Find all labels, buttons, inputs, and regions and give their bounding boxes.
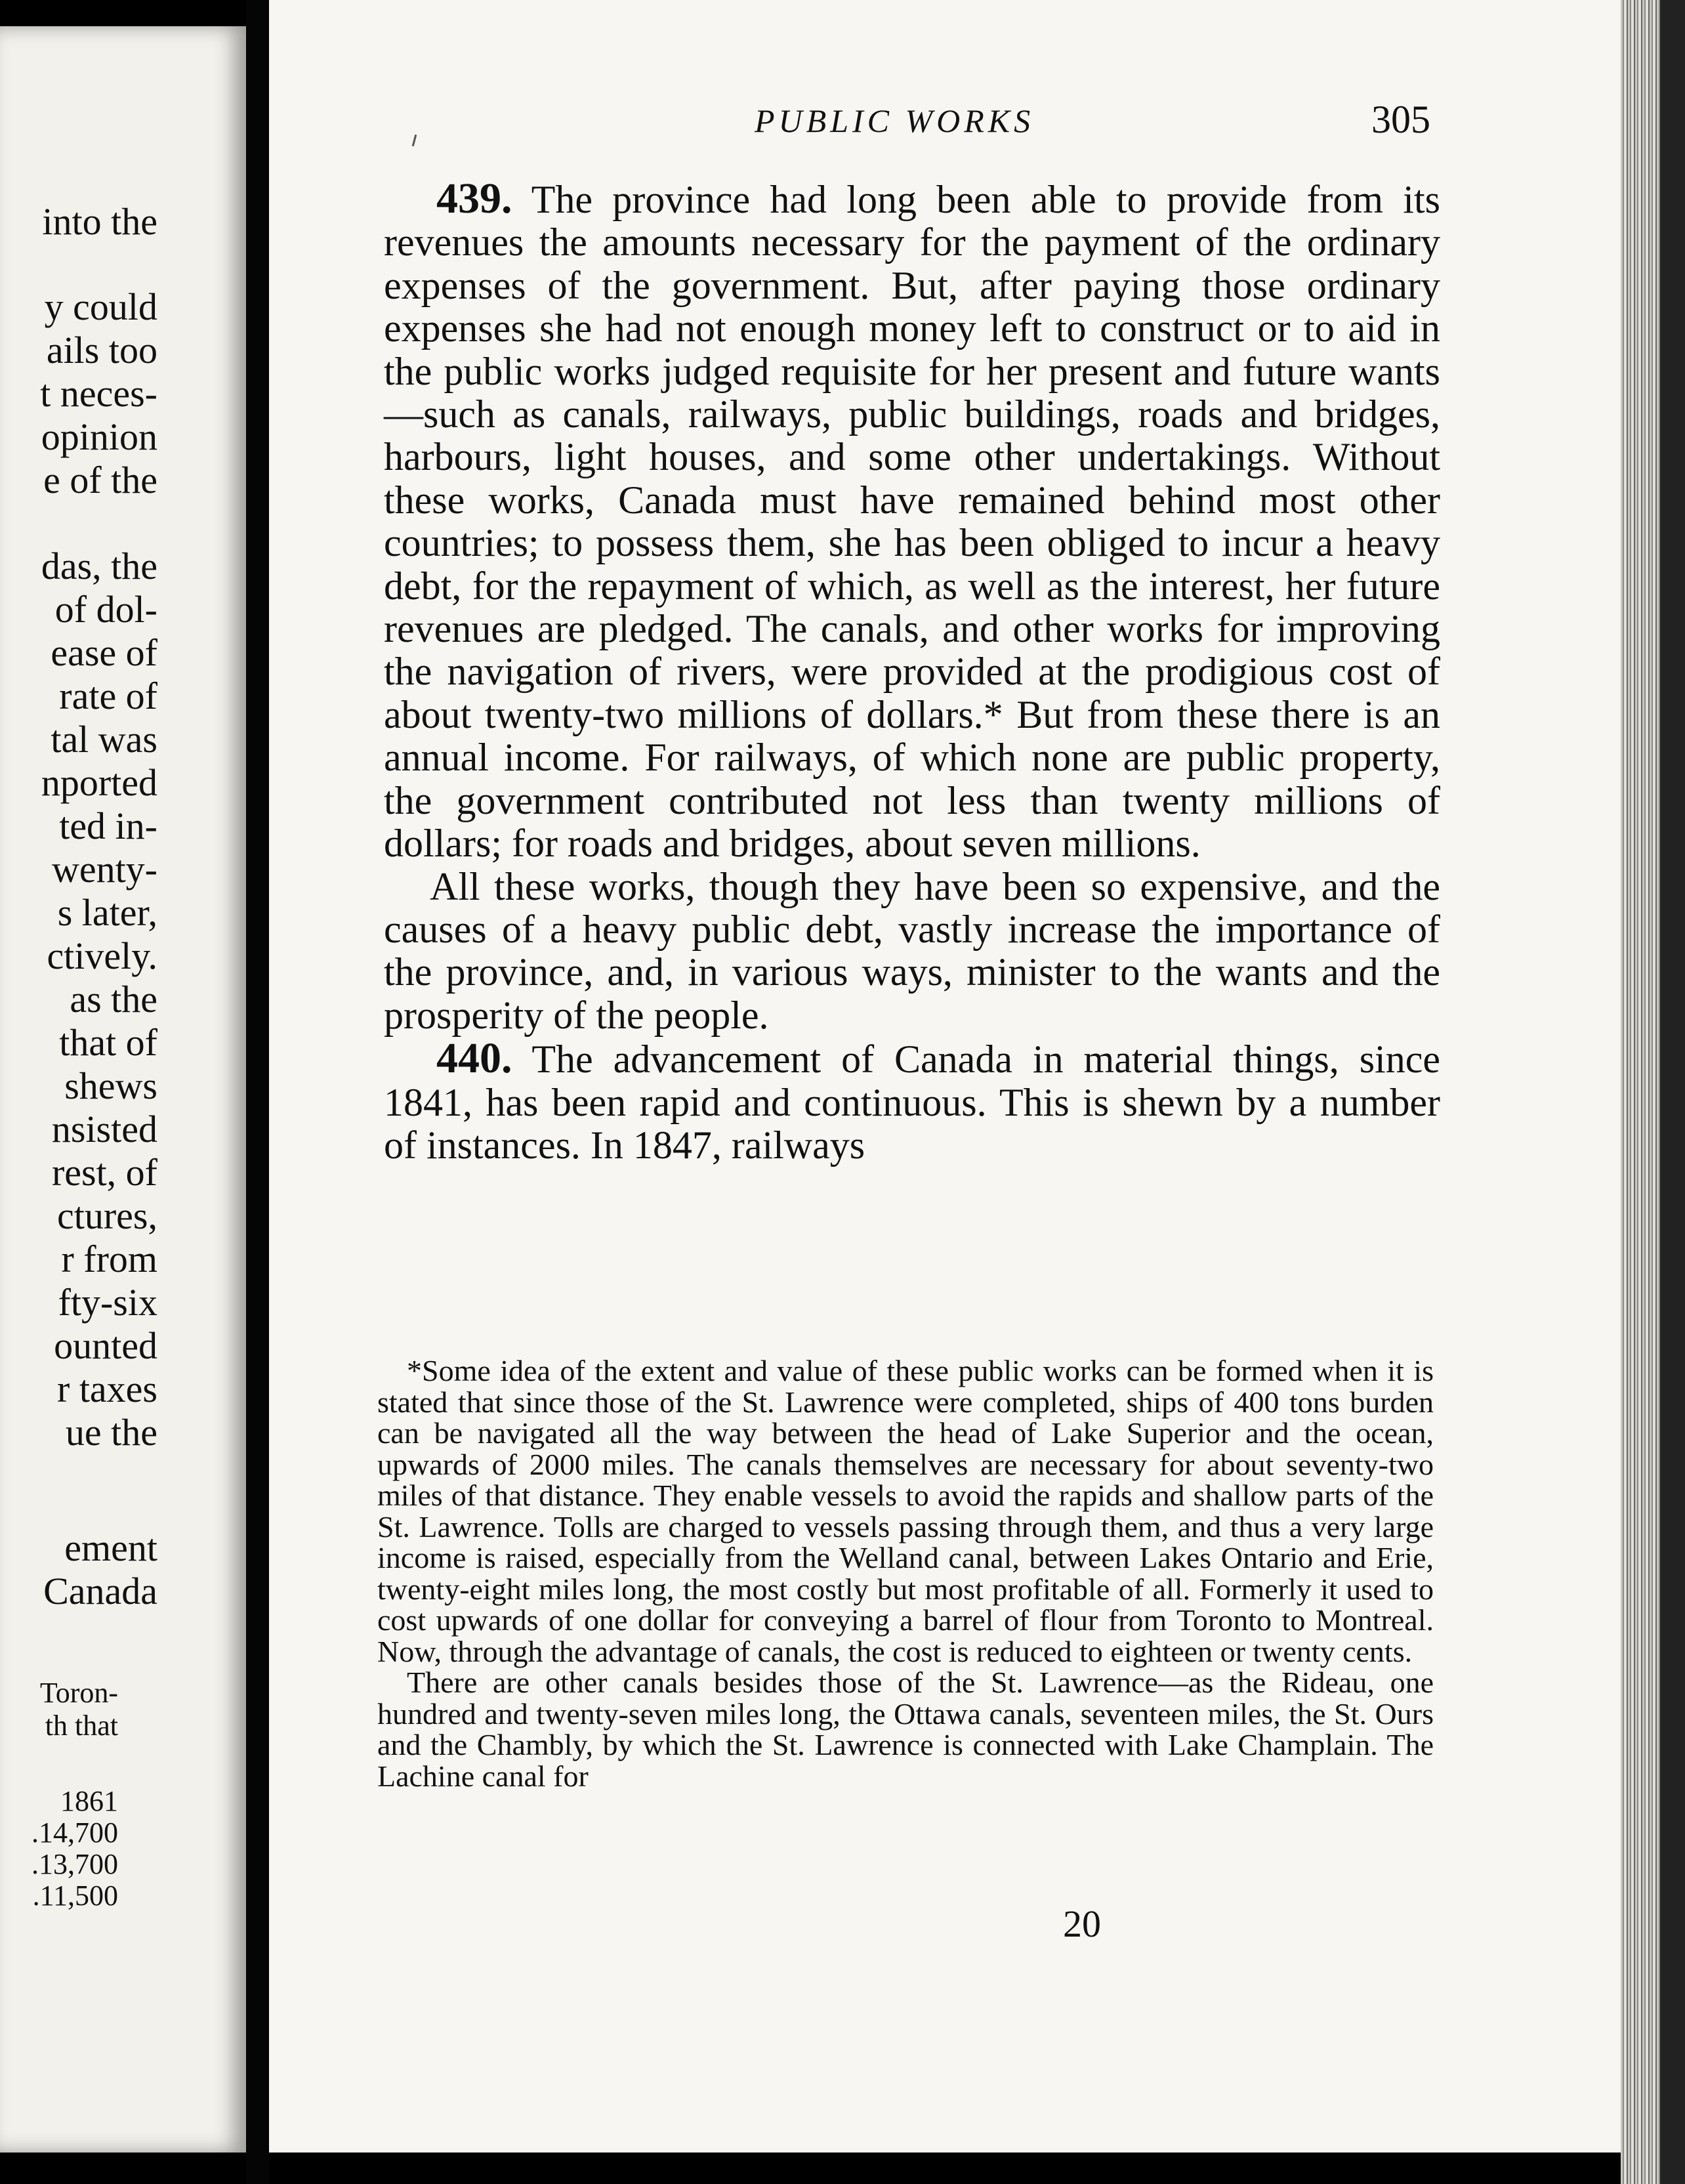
left-line: as the (70, 978, 157, 1020)
left-line: th that (45, 1710, 118, 1742)
left-line: r taxes (57, 1368, 157, 1410)
paragraph-number: 440. (436, 1034, 512, 1083)
page-number: 305 (1371, 98, 1430, 141)
left-line: nsisted (51, 1108, 157, 1150)
footnote: *Some idea of the extent and value of these public works can be formed when it is stated that since those of the St. Lawrence were completed, ships of 400 tons burden can be navigated all the way between the head of Lake Superior and the ocean, upwards of 2000 miles. The canals themselves are necessary for about seventy-two miles of that distance. They enable vessels to avoid the rapids and shallow parts of the St. Lawrence. Tolls are charged to vessels passing through them, and thus a very large income is raised, especially from the Welland canal, between Lakes Ontario and Erie, twenty-eight miles long, the most costly but most profitable of all. Formerly it used to cost upwards of one dollar for conveying a barrel of flour from Toronto to Montreal. Now, through the advantage of canals, the cost is reduced to eighteen or twenty cents. (377, 1354, 1434, 1668)
left-line: Toron- (39, 1677, 118, 1709)
facing-page-fragment (0, 26, 246, 2152)
left-line: e of the (43, 459, 157, 501)
left-line: ease of (51, 631, 157, 674)
left-line: .13,700 (31, 1848, 118, 1880)
left-line: ted in- (59, 805, 157, 847)
left-line: ement (64, 1526, 157, 1569)
left-line: shews (64, 1064, 157, 1107)
left-line: that of (59, 1021, 157, 1064)
main-text (384, 177, 1440, 1167)
left-line: ctures, (57, 1194, 157, 1237)
footnotes (377, 1355, 1434, 1792)
paragraph-text: The province had long been able to provide from its revenues the amounts necessary for the payment of the ordinary expenses of the government. But, after paying those ordinary expenses she had not enough money left to construct or to aid in the public works judged requisite for her present and future wants—such as canals, railways, public buildings, roads and bridges, harbours, light houses, and some other undertakings. Without these works, Canada must have remained behind most other countries; to possess them, she has been obliged to incur a heavy debt, for the repayment of which, as well as the interest, her future revenues are pledged. The canals, and other works for improving the navigation of rivers, were provided at the prodigious cost of about twenty-two millions of dollars.* But from these there is an annual income. For railways, of which none are public property, the government contributed not less than twenty millions of dollars; for roads and bridges, about seven millions. (384, 178, 1440, 866)
book-cover-edge (1660, 0, 1685, 2184)
paragraph (384, 866, 1440, 1038)
left-line: 1861 (60, 1785, 118, 1817)
footnote: There are other canals besides those of the St. Lawrence—as the Rideau, one hundred and twenty-seven miles long, the Ottawa canals, seventeen miles, the St. Ours and the Chambly, by which the St. Lawrence is connected with Lake Champlain. The Lachine canal for (377, 1666, 1434, 1793)
left-line: fty-six (58, 1281, 157, 1324)
left-line: tal was (51, 718, 157, 761)
paragraph-number: 439. (436, 175, 512, 222)
signature-mark: 20 (1063, 1902, 1101, 1945)
left-line: nported (41, 761, 157, 804)
left-line: wenty- (51, 848, 157, 891)
paragraph-439 (384, 177, 1440, 866)
left-line: ounted (54, 1324, 157, 1367)
running-head: PUBLIC WORKS (755, 102, 1035, 139)
left-line: rate of (59, 675, 157, 717)
left-line: s later, (57, 891, 157, 934)
left-line: of dol- (54, 588, 157, 631)
left-line: .11,500 (32, 1880, 118, 1912)
left-line: .14,700 (31, 1816, 118, 1849)
left-line: das, the (41, 545, 157, 587)
left-line: r from (61, 1238, 157, 1280)
paragraph-440 (384, 1034, 1440, 1167)
left-line: ctively. (47, 934, 157, 977)
left-line: Canada (43, 1570, 157, 1612)
left-line: y could (44, 285, 157, 328)
book-gutter (246, 0, 269, 2184)
left-line: into the (42, 200, 157, 243)
left-line: ue the (65, 1411, 157, 1454)
left-line: rest, of (51, 1151, 157, 1194)
left-line: t neces- (40, 372, 157, 415)
paragraph-text: All these works, though they have been so expensive, and the causes of a heavy public debt, vastly increase the importance of the province, and, in various ways, minister to the wants and the prosperity of the people. (384, 864, 1440, 1037)
paragraph-text: The advancement of Canada in material things, since 1841, has been rapid and continuous. This is shewn by a number of instances. In 1847, railways (384, 1038, 1440, 1167)
left-line: opinion (41, 415, 157, 458)
left-line: ails too (46, 329, 157, 371)
